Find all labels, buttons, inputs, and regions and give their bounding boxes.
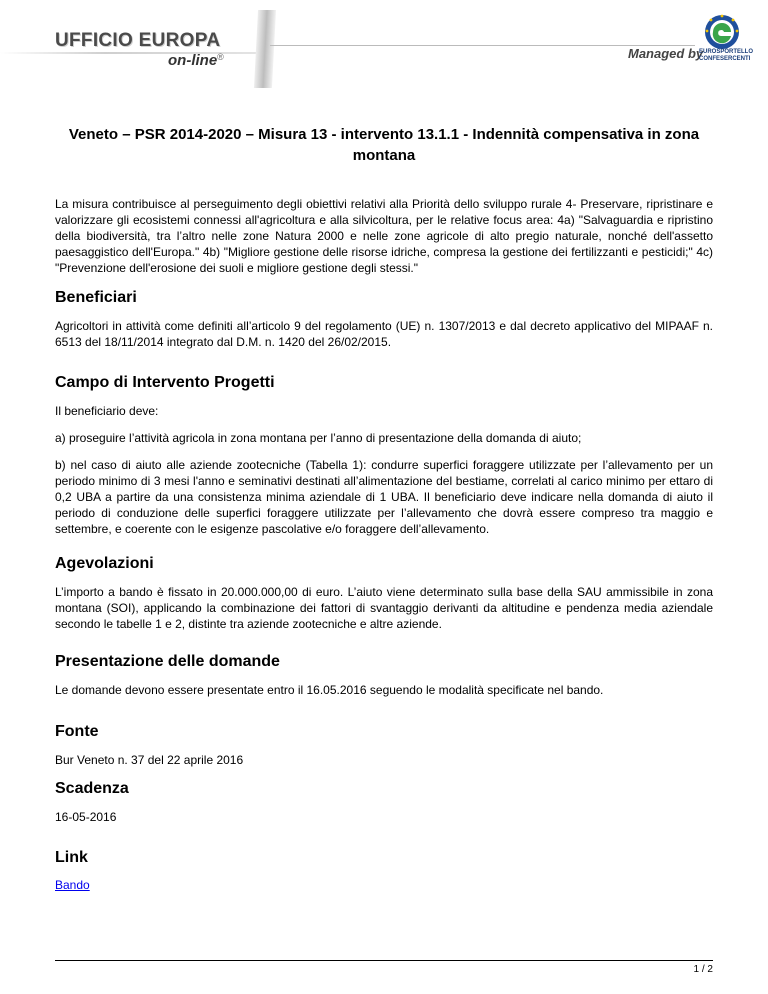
site-logo-title: UFFICIO EUROPA xyxy=(55,30,221,51)
logo-swoosh xyxy=(254,10,276,88)
intro-paragraph: La misura contribuisce al perseguimento degli obiettivi relativi alla Priorità dello sviluppo rurale 4- Preservare, ripristinare e valorizzare gli ecosistemi connessi all'agricoltura e alla silvicoltura, per le relative focus area: 4a) "Salvaguardia e ripristino della biodiversità, tra l’altro nelle zone Natura 2000 e nelle zone agricole di alto pregio naturale, nonché dell'assetto paesaggistico dell'Europa." 4b) "Migliore gestione delle risorse idriche, compresa la gestione dei fertilizzanti e pesticidi;" 4c) "Prevenzione dell'erosione dei suoli e migliore gestione degli stessi." xyxy=(55,197,713,275)
presentazione-text: Le domande devono essere presentate entro il 16.05.2016 seguendo le modalità specificate nel bando. xyxy=(55,683,604,697)
heading-link: Link xyxy=(55,849,88,866)
agevolazioni-text: L’importo a bando è fissato in 20.000.000,00 di euro. L’aiuto viene determinato sulla base della SAU ammissibile in zona montana (SOI), applicando la combinazione dei fattori di svantaggio derivanti da altitudine e pendenza media aziendale secondo le tabelle 1 e 2, distinte tra aziende zootecniche e altre aziende. xyxy=(55,585,713,631)
bando-link[interactable]: Bando xyxy=(55,878,90,892)
heading-campo-intervento: Campo di Intervento Progetti xyxy=(55,374,275,391)
managed-by-label: Managed by xyxy=(628,46,704,61)
heading-scadenza: Scadenza xyxy=(55,780,129,797)
registered-mark: ® xyxy=(217,52,224,62)
page-number: 1 / 2 xyxy=(693,964,713,975)
site-logo-subtitle-text: on-line xyxy=(168,52,218,69)
heading-beneficiari: Beneficiari xyxy=(55,289,137,306)
footer-divider xyxy=(55,960,713,961)
page-header xyxy=(0,0,768,95)
heading-agevolazioni: Agevolazioni xyxy=(55,555,154,572)
brand-name: EUROSPORTELLO CONFESERCENTI xyxy=(699,49,754,62)
campo-text-3: b) nel caso di aiuto alle aziende zootecniche (Tabella 1): condurre superfici foraggere utilizzate per l’allevamento per un periodo minimo di 3 mesi l'anno e seminativi destinati all’alimentazione del bestiame, correlati al carico minimo per ettaro di 0,2 UBA a partire da una consistenza minima aziendale di 1 UBA. Il beneficiario deve indicare nella domanda di aiuto il periodo di conduzione delle superfici foraggere utilizzate per l’allevamento che dovrà essere compreso tra maggio e settembre, e coerente con le esigenze pascolative e/o foraggere dell’allevamento. xyxy=(55,458,713,536)
document-title: Veneto – PSR 2014-2020 – Misura 13 - intervento 13.1.1 - Indennità compensativa in zona montana xyxy=(68,126,700,164)
heading-fonte: Fonte xyxy=(55,723,99,740)
campo-text-2: a) proseguire l’attività agricola in zona montana per l’anno di presentazione della domanda di aiuto; xyxy=(55,431,582,445)
heading-presentazione: Presentazione delle domande xyxy=(55,653,280,670)
site-logo-subtitle xyxy=(168,52,224,69)
scadenza-text: 16-05-2016 xyxy=(55,810,117,824)
campo-text-1: Il beneficiario deve: xyxy=(55,404,159,418)
beneficiari-text: Agricoltori in attività come definiti all’articolo 9 del regolamento (UE) n. 1307/2013 e dal decreto applicativo del MIPAAF n. 6513 del 18/11/2014 integrato dal D.M. n. 1420 del 26/02/2015. xyxy=(55,319,713,349)
fonte-text: Bur Veneto n. 37 del 22 aprile 2016 xyxy=(55,753,244,767)
